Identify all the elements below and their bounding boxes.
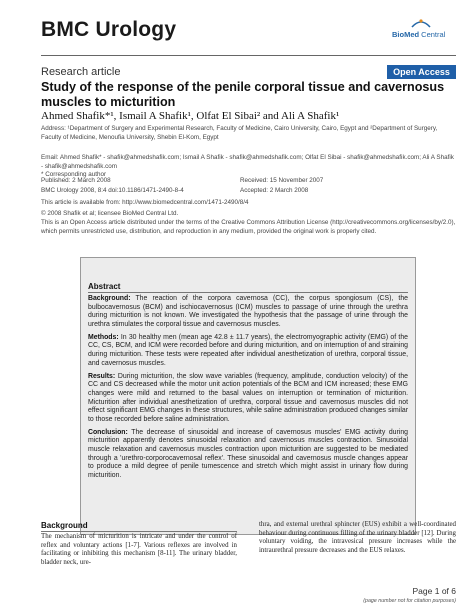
logo-suffix: Central: [419, 30, 446, 39]
citation-doi: BMC Urology 2008, 8:4 doi:10.1186/1471-2490-8-4: [41, 187, 184, 194]
published-date: Published: 2 March 2008: [41, 177, 111, 184]
author-list: Ahmed Shafik*¹, Ismail A Shafik¹, Olfat El Sibai² and Ali A Shafik¹: [41, 110, 340, 122]
header-rule: [41, 55, 456, 56]
open-access-badge: Open Access: [387, 65, 456, 79]
abstract-section-background: [88, 295, 408, 329]
abstract-section-methods: [88, 334, 408, 368]
author-emails: Email: Ahmed Shafik* - shafik@ahmedshafik.com; Ismail A Shafik - shafik@ahmedshafik.com; Olfat El Sibai - shafik@ahmedshafik.com; Ali A Shafik - shafik@ahmedshafik.com: [41, 154, 454, 170]
background-heading: Background: [41, 521, 88, 530]
abstract-section-conclusion: [88, 429, 408, 481]
abstract-label: Conclusion:: [88, 428, 128, 436]
body-column-left: The mechanism of micturition is intricate and under the control of reflex and voluntary actions [1-7]. Various reflexes are involved in facilitating or inhibiting this mechanism [8-11]. The urinary bladder, bladder neck, ure-: [41, 533, 237, 566]
copyright-notice: © 2008 Shafik et al; licensee BioMed Central Ltd.: [41, 210, 179, 217]
abstract-rule: [88, 292, 408, 293]
background-rule: [41, 531, 237, 532]
page-number: Page 1 of 6: [412, 586, 456, 596]
article-url[interactable]: This article is available from: http://www.biomedcentral.com/1471-2490/8/4: [41, 199, 249, 206]
accepted-date: Accepted: 2 March 2008: [240, 187, 309, 194]
abstract-heading: Abstract: [88, 282, 121, 291]
biomed-central-logo: [392, 17, 456, 43]
article-type: Research article: [41, 66, 121, 78]
article-title: Study of the response of the penile corporal tissue and cavernosus muscles to micturition: [41, 80, 445, 109]
abstract-text: In 30 healthy men (mean age 42.8 ± 11.7 years), the electromyographic activity (EMG) of the CC, CS, BCM, and ICM were recorded before and during micturition, and on interruption of and straining during micturition. These tests were repeated after individual anesthetization of urethra, corporal tissue, and cavernosus muscles.: [88, 333, 408, 367]
abstract-body: [88, 295, 408, 485]
abstract-text: The reaction of the corpora cavernosa (CC), the corpus spongiosum (CS), the bulbocavernosus (BCM) and ischiocavernosus (ICM) muscles to passage of urine through the urethra during micturition is not known. We investigated the hypothesis that the passage of urine through the urethra stimulates the corporal tissue and cavernosus muscles.: [88, 295, 408, 328]
body-column-right: thra, and external urethral sphincter (EUS) exhibit a well-coordinated behaviour during continuous filling of the urinary bladder [12]. During voluntary voiding, the intravesical pressure increases while the intraurethral pressure decreases and the EUS relaxes.: [259, 521, 456, 554]
abstract-text: During micturition, the slow wave variables (frequency, amplitude, conduction velocity) of the CC and CS decreased while the motor unit action potentials of the BCM and ICM increased; these EMG changes were mild and returned to the basal values on interruption or termination of micturition. Micturition after individual anesthetization of urethra, corporal tissue and cavernosus muscles did not effect significant EMG changes in these structures, while saline administration produced changes similar to those recorded before saline administration.: [88, 372, 408, 423]
abstract-section-results: [88, 373, 408, 425]
abstract-label: Results:: [88, 372, 116, 380]
logo-mark-icon: [410, 17, 432, 29]
abstract-label: Background:: [88, 295, 131, 302]
corresponding-author-note: * Corresponding author: [41, 171, 107, 178]
abstract-text: The decrease of sinusoidal and increase of cavernosus muscles' EMG activity during micturition apparently denotes sinusoidal relaxation and cavernosus muscles contraction. Sinusoidal muscle relaxation and cavernosus muscles contraction upon micturition are suggested to be mediated through a 'urethro-corporocavernosal reflex'. These sinusoidal and cavernosus muscle changes appear to produce a mild degree of penile tumescence and stretch which might assist in urinary flow during micturition.: [88, 428, 408, 479]
logo-brand: BioMed: [392, 30, 420, 39]
license-notice: This is an Open Access article distributed under the terms of the Creative Commons Attribution License (http://creativecommons.org/licenses/by/2.0), which permits unrestricted use, distribution, and reproduction in any medium, provided the original work is properly cited.: [41, 219, 456, 235]
received-date: Received: 15 November 2007: [240, 177, 324, 184]
page-number-note: (page number not for citation purposes): [363, 598, 456, 604]
abstract-label: Methods:: [88, 333, 119, 341]
affiliations: Address: ¹Department of Surgery and Experimental Research, Faculty of Medicine, Cairo University, Cairo, Egypt and ²Department of Surgery, Faculty of Medicine, Menoufia University, Shebin El-Kom, Egypt: [41, 125, 438, 141]
journal-title: BMC Urology: [41, 18, 177, 41]
